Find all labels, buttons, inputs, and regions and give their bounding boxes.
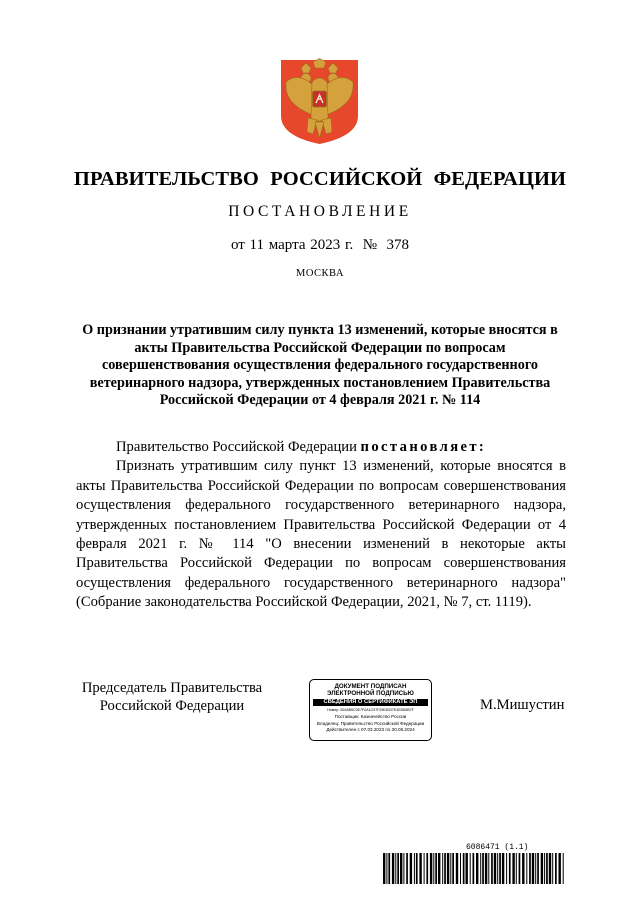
document-type: ПОСТАНОВЛЕНИЕ: [228, 203, 412, 220]
barcode-icon: [383, 853, 564, 884]
stamp-validity: Действителен с 07.03.2023 по 30.05.2024: [326, 727, 415, 733]
document-date-number: от 11 марта 2023 г. № 378: [230, 237, 410, 253]
electronic-signature-stamp: [309, 679, 432, 741]
decree-intro: [76, 438, 566, 457]
stamp-owner: Владелец: Правительство Российской Федерации: [316, 720, 425, 726]
government-title: ПРАВИТЕЛЬСТВО РОССИЙСКОЙ ФЕДЕРАЦИИ: [73, 168, 567, 190]
decree-paragraph: Признать утратившим силу пункт 13 изменений, которые вносятся в акты Правительства Российской Федерации по вопросам совершенствования осуществления федерального государственного ветеринарного надзора, утвержденных постановлением Правительства Российской Федерации от 4 февраля 2021 г. № 114 "О внесении изменений в некоторые акты Правительства Российской Федерации по вопросам совершенствования осуществления федерального государственного ветеринарного надзора" (Собрание законодательства Российской Федерации, 2021, № 7, ст. 1119).: [76, 458, 566, 611]
document-city: МОСКВА: [296, 268, 344, 279]
intro-text: Правительство Российской Федерации: [116, 439, 357, 455]
position-line-1: Председатель Правительства: [81, 680, 263, 696]
decree-word: постановляет:: [360, 439, 487, 455]
stamp-serial: Номер: 00A5B5C0E7F0A1C97F29E8337E4E5D6B7F: [327, 708, 414, 713]
document-subject: О признании утратившим силу пункта 13 изменений, которые вносятся в акты Правительства Российской Федерации по вопросам совершенствования осуществления федерального государственного ветеринарного надзора, утвержденных постановлением Правительства Российской Федерации от 4 февраля 2021 г. № 114: [82, 322, 558, 408]
stamp-issuer: Поставщик: Казначейство России: [334, 714, 407, 719]
stamp-certificate-bar: СВЕДЕНИЯ О СЕРТИФИКАТЕ ЭП: [313, 699, 428, 707]
signatory-name: М.Мишустин: [480, 697, 565, 713]
signatory-position: [76, 680, 268, 715]
stamp-title-line-1: ДОКУМЕНТ ПОДПИСАН: [334, 683, 407, 690]
document-code: 6086471 (1.1): [466, 843, 529, 852]
position-line-2: Российской Федерации: [99, 697, 245, 714]
coat-of-arms-icon: [279, 58, 360, 146]
stamp-title-line-2: ЭЛЕКТРОННОЙ ПОДПИСЬЮ: [327, 690, 414, 698]
stamp-title: [310, 683, 431, 698]
document-body: [76, 438, 566, 613]
